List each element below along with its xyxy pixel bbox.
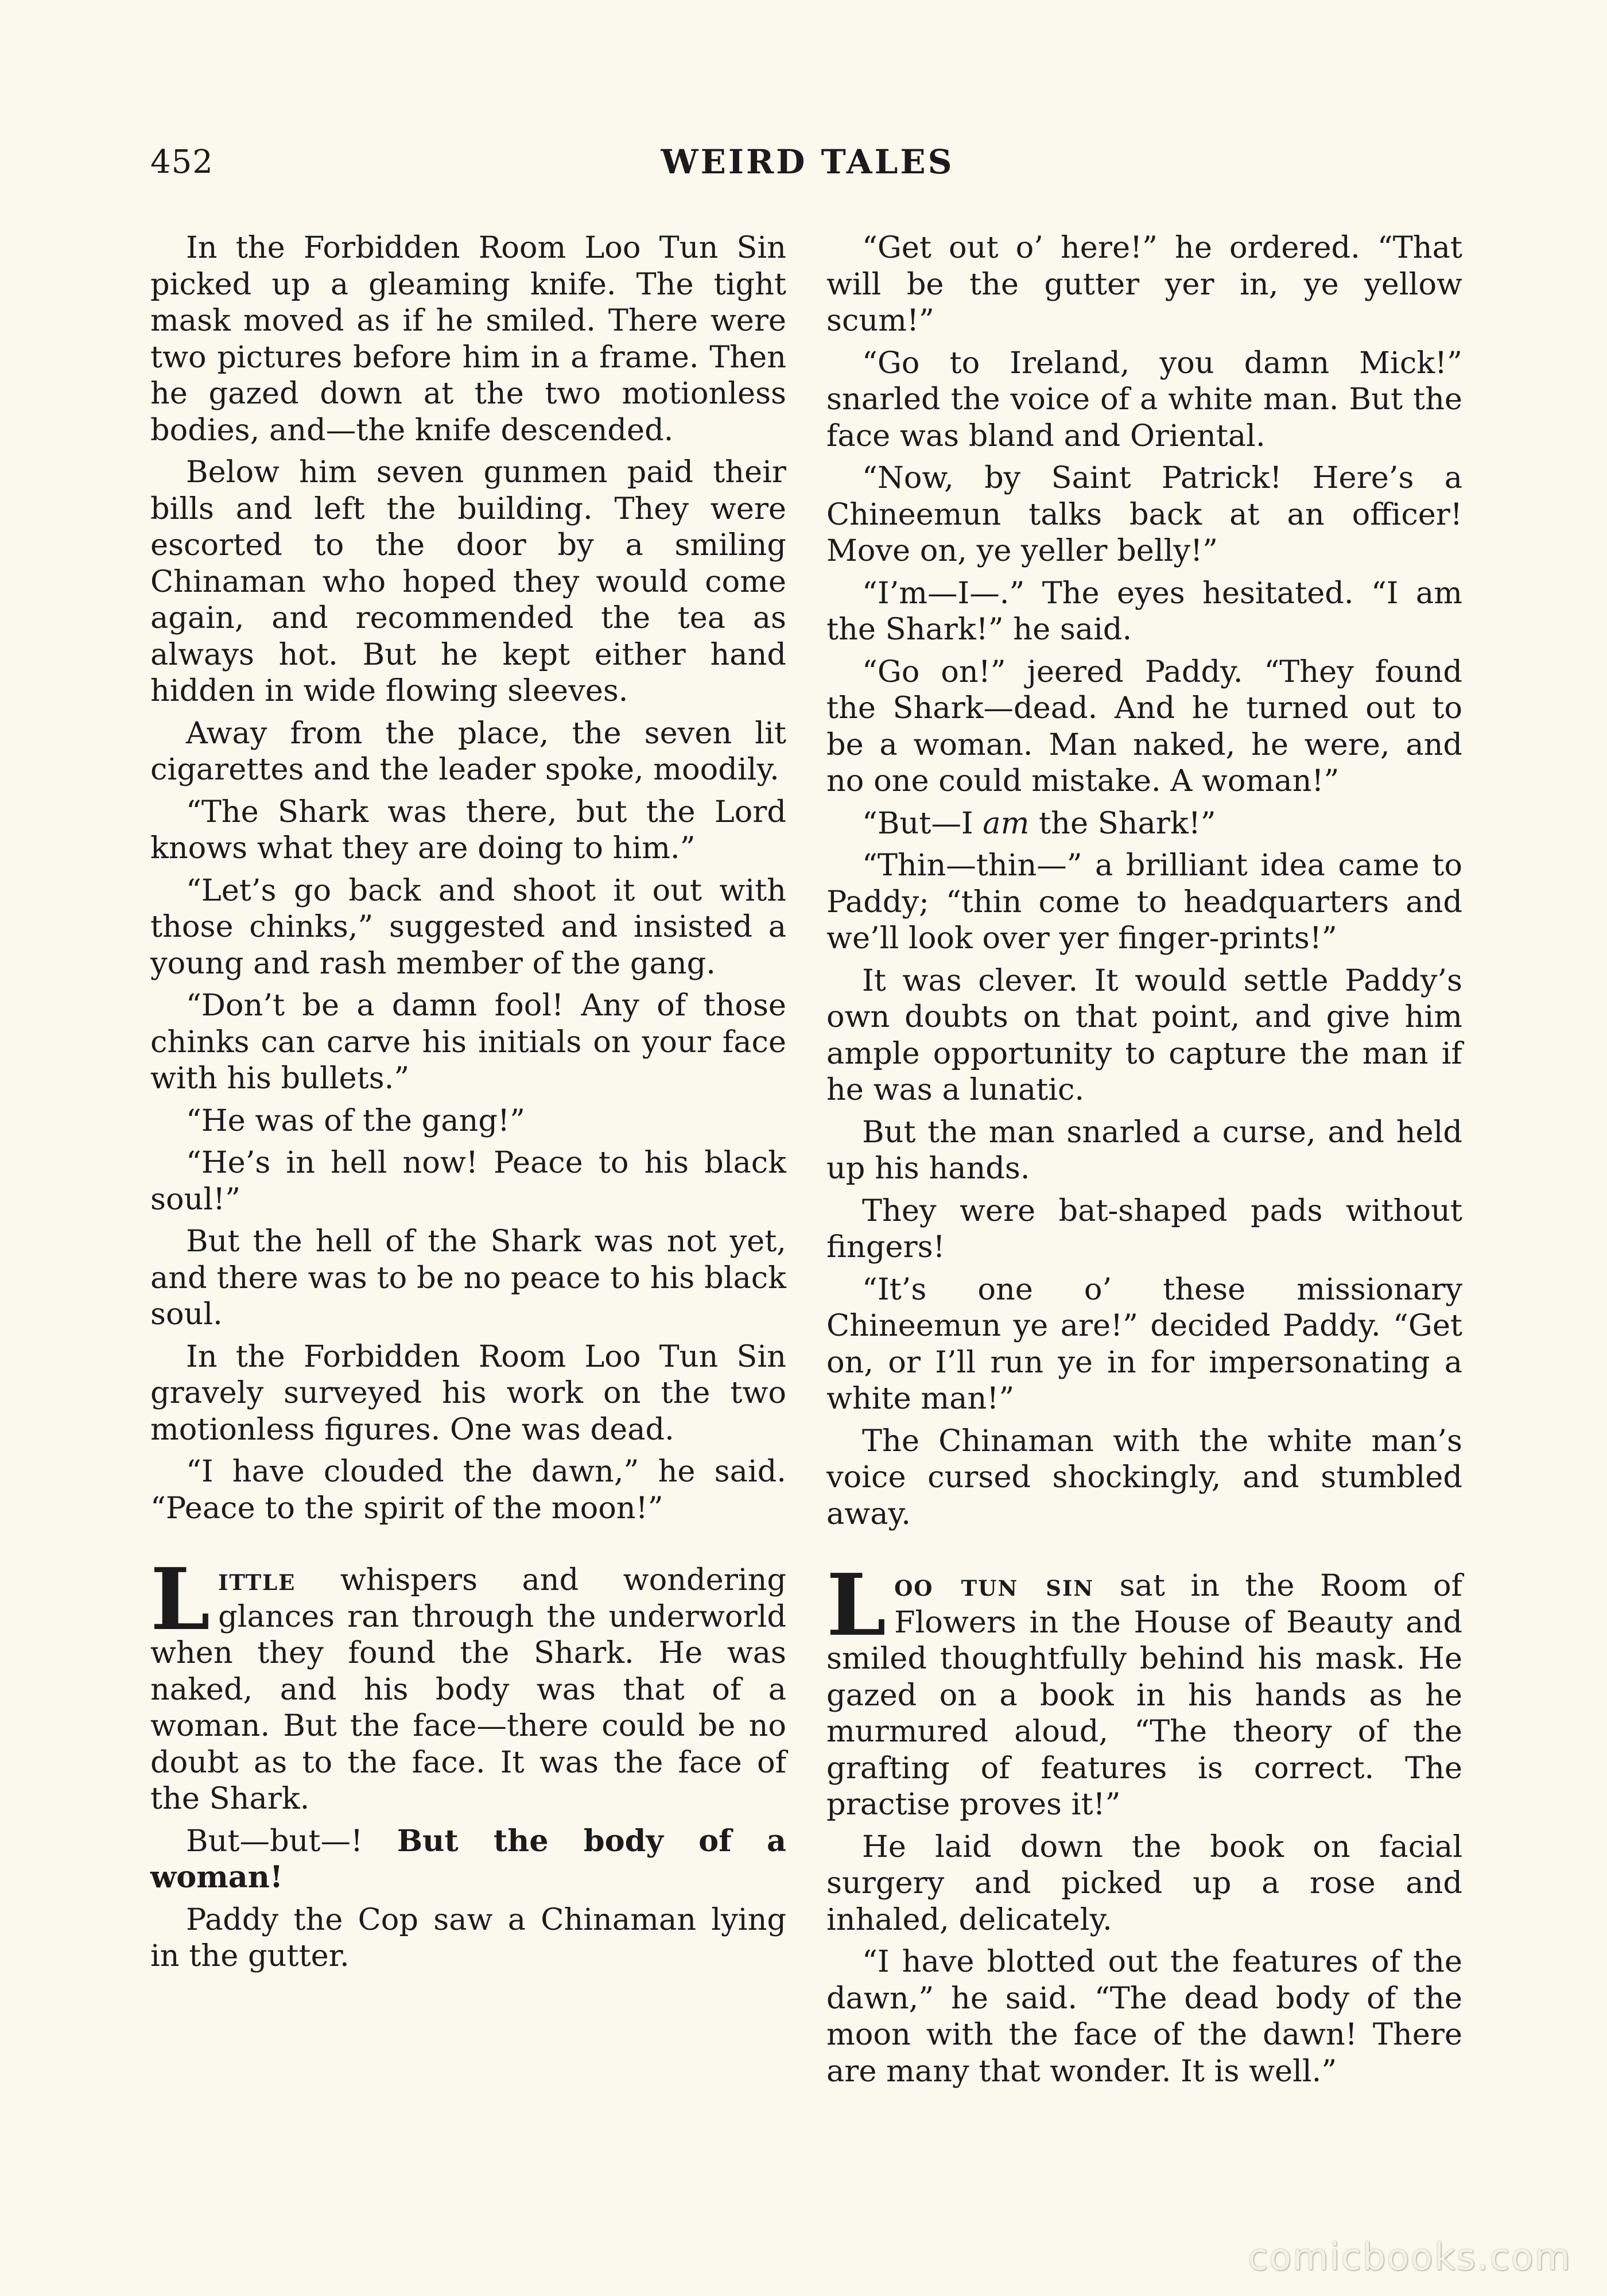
paragraph-text: sat in the Room of Flowers in the House of Beauty and smiled thoughtfully behind his mask. He gazed on a book in his hands as he murmured aloud, “The theory of the grafting of features is correct. The practise proves it!”: [826, 1568, 1462, 1822]
paragraph-text: the Shark!”: [1029, 805, 1216, 841]
page-header: [150, 137, 1465, 188]
paragraph-text: “But—I: [862, 805, 983, 841]
section-opening-paragraph: [150, 1549, 786, 1817]
paragraph: They were bat-shaped pads without fingers!: [826, 1193, 1462, 1265]
right-column: [826, 230, 1462, 2095]
paragraph: It was clever. It would settle Paddy’s own doubts on that point, and give him ample opportunity to capture the man if he was a lunatic.: [826, 963, 1462, 1107]
paragraph: In the Forbidden Room Loo Tun Sin gravely surveyed his work on the two motionless figures. One was dead.: [150, 1339, 786, 1447]
paragraph: [150, 1823, 786, 1896]
paragraph: “I’m—I—.” The eyes hesitated. “I am the Shark!” he said.: [826, 575, 1462, 647]
paragraph: “He was of the gang!”: [186, 1103, 525, 1138]
paragraph: “It’s one o’ these missionary Chineemun ye are!” decided Paddy. “Get on, or I’ll run ye in for impersonating a white man!”: [826, 1271, 1462, 1416]
paragraph: “Let’s go back and shoot it out with those chinks,” suggested and insisted a young and rash member of the gang.: [150, 872, 786, 981]
section-opening-paragraph: [826, 1555, 1462, 1823]
paragraph-text: But—but—!: [186, 1823, 397, 1859]
paragraph: In the Forbidden Room Loo Tun Sin picked up a gleaming knife. The tight mask moved as if he smiled. There were two pictures before him in a frame. Then he gazed down at the two motionless bodies, and—the knife descended.: [150, 230, 786, 448]
paragraph: He laid down the book on facial surgery and picked up a rose and inhaled, delicately.: [826, 1829, 1462, 1937]
paragraph: “The Shark was there, but the Lord knows what they are doing to him.”: [150, 794, 786, 866]
paragraph: “Don’t be a damn fool! Any of those chinks can carve his initials on your face with his bullets.”: [150, 988, 786, 1096]
paragraph: Paddy the Cop saw a Chinaman lying in the gutter.: [150, 1902, 786, 1973]
italic-text: am: [983, 805, 1030, 841]
bold-text: But the body of a woman!: [150, 1823, 786, 1895]
paragraph: “Go to Ireland, you damn Mick!” snarled the voice of a white man. But the face was bland and Oriental.: [826, 345, 1462, 453]
watermark: comicbooks.com: [1247, 2236, 1571, 2279]
running-head: WEIRD TALES: [661, 142, 954, 181]
paragraph: But the man snarled a curse, and held up his hands.: [826, 1114, 1462, 1186]
drop-cap: L: [826, 1555, 887, 1655]
paragraph: “I have blotted out the features of the dawn,” he said. “The dead body of the moon with the face of the dawn! There are many that wonder. It is well.”: [826, 1944, 1462, 2089]
paragraph: “Go on!” jeered Paddy. “They found the Shark—dead. And he turned out to be a woman. Man naked, he were, and no one could mistake. A woman!”: [826, 654, 1462, 798]
paragraph: The Chinaman with the white man’s voice cursed shockingly, and stumbled away.: [826, 1423, 1462, 1531]
paragraph: “Get out o’ here!” he ordered. “That will be the gutter yer in, ye yellow scum!”: [826, 230, 1462, 338]
paragraph-text: whispers and wondering glances ran through the underworld when they found the Shark. He was naked, and his body was that of a woman. But the face—there could be no doubt as to the face. It was the face of the Shark.: [150, 1562, 786, 1816]
paragraph: “I have clouded the dawn,” he said. “Peace to the spirit of the moon!”: [150, 1454, 786, 1526]
paragraph: “He’s in hell now! Peace to his black soul!”: [150, 1145, 786, 1217]
paragraph: Below him seven gunmen paid their bills and left the building. They were escorted to the door by a smiling Chinaman who hoped they would come again, and recommended the tea as always hot. But he kept either hand hidden in wide flowing sleeves.: [150, 455, 786, 708]
paragraph: [826, 805, 1462, 842]
left-column: [150, 230, 786, 1980]
paragraph: “Now, by Saint Patrick! Here’s a Chineemun talks back at an officer! Move on, ye yeller belly!”: [826, 460, 1462, 568]
drop-cap: L: [150, 1549, 211, 1649]
paragraph: But the hell of the Shark was not yet, and there was to be no peace to his black soul.: [150, 1224, 786, 1332]
page-number: 452: [150, 144, 214, 181]
paragraph: Away from the place, the seven lit cigarettes and the leader spoke, moodily.: [150, 715, 786, 787]
paragraph: “Thin—thin—” a brilliant idea came to Paddy; “thin come to headquarters and we’ll look over yer finger-prints!”: [826, 848, 1462, 956]
small-caps-lead: ittle: [218, 1562, 296, 1597]
small-caps-lead: oo tun sin: [894, 1568, 1094, 1603]
